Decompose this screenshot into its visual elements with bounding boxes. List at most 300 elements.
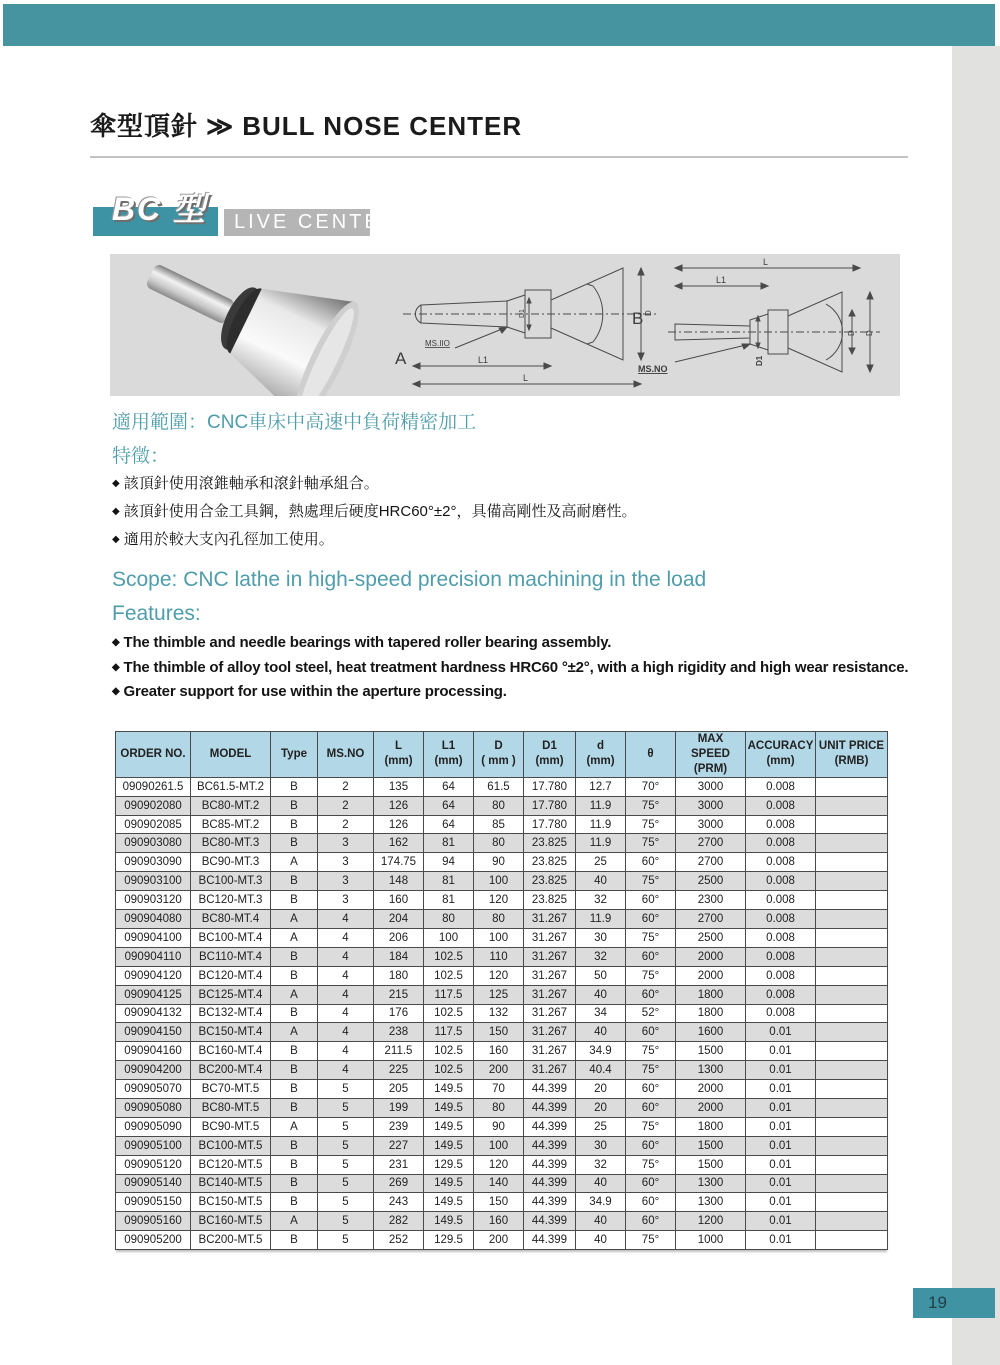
table-row <box>116 1155 888 1174</box>
table-cell: 32 <box>576 891 626 910</box>
table-cell: 110 <box>474 947 524 966</box>
drawing-b-label: B <box>632 309 644 328</box>
table-cell <box>816 1231 888 1250</box>
table-cell: 120 <box>474 1155 524 1174</box>
table-cell: 60° <box>626 1212 676 1231</box>
table-cell: 0.01 <box>746 1231 816 1250</box>
table-cell: 0.008 <box>746 1004 816 1023</box>
table-cell: 34.9 <box>576 1193 626 1212</box>
scope-heading-zh: 適用範圍：CNC車床中高速中負荷精密加工 <box>112 412 477 433</box>
table-cell: 090905160 <box>116 1212 191 1231</box>
table-cell: 44.399 <box>524 1080 576 1099</box>
table-cell: 238 <box>374 1023 424 1042</box>
table-cell: 200 <box>474 1231 524 1250</box>
table-cell: 2300 <box>676 891 746 910</box>
table-cell: 11.9 <box>576 834 626 853</box>
table-cell: 090903080 <box>116 834 191 853</box>
table-cell: 32 <box>576 1155 626 1174</box>
table-cell: 090903100 <box>116 872 191 891</box>
table-cell: 2700 <box>676 910 746 929</box>
table-cell: 44.399 <box>524 1136 576 1155</box>
table-cell: 126 <box>374 796 424 815</box>
table-cell: 5 <box>318 1155 374 1174</box>
table-cell: 090905090 <box>116 1117 191 1136</box>
table-cell: B <box>271 966 318 985</box>
table-cell: 25 <box>576 853 626 872</box>
table-cell: 0.01 <box>746 1042 816 1061</box>
table-cell: 0.008 <box>746 815 816 834</box>
table-cell: 3000 <box>676 815 746 834</box>
table-cell: 102.5 <box>424 1004 474 1023</box>
page-number: 19 <box>928 1293 947 1312</box>
table-cell: A <box>271 1212 318 1231</box>
table-cell: 120 <box>474 891 524 910</box>
dim-l-label-a: L <box>523 373 529 383</box>
table-cell: 4 <box>318 1023 374 1042</box>
table-cell: 090904125 <box>116 985 191 1004</box>
table-cell: 60° <box>626 947 676 966</box>
table-cell: 0.008 <box>746 777 816 796</box>
table-cell: 1300 <box>676 1061 746 1080</box>
table-cell: 31.267 <box>524 1042 576 1061</box>
table-cell: 3 <box>318 891 374 910</box>
table-cell: 090904120 <box>116 966 191 985</box>
dim-d-label-a: D <box>644 310 653 316</box>
table-cell: 149.5 <box>424 1136 474 1155</box>
feature-text: 該頂針使用合金工具鋼，熱處理后硬度HRC60°±2°，具備高剛性及高耐磨性。 <box>123 503 637 520</box>
column-header: d (mm) <box>576 732 626 778</box>
table-cell: BC80-MT.5 <box>191 1098 271 1117</box>
table-cell: 2000 <box>676 966 746 985</box>
table-cell: 090904100 <box>116 928 191 947</box>
table-cell <box>816 1098 888 1117</box>
table-cell: 60° <box>626 910 676 929</box>
table-cell: B <box>271 1061 318 1080</box>
table-cell: 4 <box>318 910 374 929</box>
table-row <box>116 872 888 891</box>
table-cell: 2000 <box>676 1080 746 1099</box>
table-cell: 0.008 <box>746 947 816 966</box>
table-cell: BC160-MT.4 <box>191 1042 271 1061</box>
table-cell: A <box>271 910 318 929</box>
column-header: D ( mm ) <box>474 732 524 778</box>
table-cell: 81 <box>424 834 474 853</box>
table-cell: 0.008 <box>746 966 816 985</box>
table-cell: 135 <box>374 777 424 796</box>
table-row <box>116 1042 888 1061</box>
table-cell: BC120-MT.3 <box>191 891 271 910</box>
table-cell: BC120-MT.4 <box>191 966 271 985</box>
table-cell: BC85-MT.2 <box>191 815 271 834</box>
table-cell: 32 <box>576 947 626 966</box>
column-header: D1 (mm) <box>524 732 576 778</box>
table-cell: 4 <box>318 985 374 1004</box>
table-row <box>116 1004 888 1023</box>
table-cell: 090905070 <box>116 1080 191 1099</box>
table-row <box>116 1174 888 1193</box>
table-cell: 160 <box>474 1212 524 1231</box>
title-divider <box>90 156 908 158</box>
table-row <box>116 891 888 910</box>
table-cell: 205 <box>374 1080 424 1099</box>
table-cell: 090902080 <box>116 796 191 815</box>
table-cell: 149.5 <box>424 1174 474 1193</box>
page-title-zh: 傘型頂針 <box>90 111 199 141</box>
table-cell: 4 <box>318 1042 374 1061</box>
table-cell: BC90-MT.3 <box>191 853 271 872</box>
bullet-icon: ◆ <box>112 534 120 545</box>
table-cell: 2500 <box>676 872 746 891</box>
table-cell <box>816 947 888 966</box>
feature-item <box>112 526 636 554</box>
table-cell: 211.5 <box>374 1042 424 1061</box>
table-cell: 90 <box>474 1117 524 1136</box>
table-cell: 100 <box>474 928 524 947</box>
table-cell: 090903090 <box>116 853 191 872</box>
table-cell: 40 <box>576 1231 626 1250</box>
title-separator: ≫ <box>206 111 235 141</box>
table-cell: 3000 <box>676 777 746 796</box>
right-margin-strip <box>952 46 1000 1365</box>
table-cell: B <box>271 796 318 815</box>
table-cell: 149.5 <box>424 1098 474 1117</box>
table-cell: 80 <box>424 910 474 929</box>
table-row <box>116 1061 888 1080</box>
table-cell: 60° <box>626 1023 676 1042</box>
top-accent-bar <box>3 4 995 46</box>
table-cell: 1600 <box>676 1023 746 1042</box>
table-cell: 090904150 <box>116 1023 191 1042</box>
table-cell: BC80-MT.4 <box>191 910 271 929</box>
table-cell: 150 <box>474 1193 524 1212</box>
table-cell: 5 <box>318 1231 374 1250</box>
table-cell <box>816 928 888 947</box>
table-cell: 3000 <box>676 796 746 815</box>
dim-l1-label-b: L1 <box>716 275 727 285</box>
table-row <box>116 1098 888 1117</box>
feature-item <box>112 498 636 526</box>
table-cell: BC90-MT.5 <box>191 1117 271 1136</box>
table-cell: 0.008 <box>746 796 816 815</box>
table-cell: 60° <box>626 853 676 872</box>
table-cell: B <box>271 872 318 891</box>
table-cell <box>816 777 888 796</box>
table-cell: 102.5 <box>424 1061 474 1080</box>
table-cell: 0.008 <box>746 853 816 872</box>
table-cell: 132 <box>474 1004 524 1023</box>
table-cell: 5 <box>318 1117 374 1136</box>
table-cell: BC70-MT.5 <box>191 1080 271 1099</box>
table-cell: 2 <box>318 815 374 834</box>
column-header: L (mm) <box>374 732 424 778</box>
table-cell: 269 <box>374 1174 424 1193</box>
table-cell: 0.008 <box>746 910 816 929</box>
table-cell: 180 <box>374 966 424 985</box>
table-cell: 34.9 <box>576 1042 626 1061</box>
table-cell: BC100-MT.4 <box>191 928 271 947</box>
column-header: L1 (mm) <box>424 732 474 778</box>
table-cell: 40 <box>576 1212 626 1231</box>
table-cell: 75° <box>626 834 676 853</box>
page-title-en: BULL NOSE CENTER <box>242 111 523 141</box>
column-header: ORDER NO. <box>116 732 191 778</box>
column-header: ACCURACY (mm) <box>746 732 816 778</box>
table-cell: B <box>271 815 318 834</box>
table-cell <box>816 853 888 872</box>
live-center-badge: LIVE CENTER <box>224 209 370 236</box>
table-cell: 2 <box>318 777 374 796</box>
table-cell: B <box>271 947 318 966</box>
table-cell: 174.75 <box>374 853 424 872</box>
table-cell: A <box>271 853 318 872</box>
table-cell: 25 <box>576 1117 626 1136</box>
table-cell: 149.5 <box>424 1193 474 1212</box>
dim-l-label-b: L <box>763 257 769 267</box>
table-cell: 70 <box>474 1080 524 1099</box>
table-cell: 160 <box>374 891 424 910</box>
table-cell: 75° <box>626 1117 676 1136</box>
table-cell: 44.399 <box>524 1212 576 1231</box>
table-cell: 40 <box>576 872 626 891</box>
table-cell: 40 <box>576 1174 626 1193</box>
table-cell: B <box>271 1098 318 1117</box>
table-cell: A <box>271 1023 318 1042</box>
table-cell <box>816 1193 888 1212</box>
table-row <box>116 796 888 815</box>
table-cell: 102.5 <box>424 947 474 966</box>
table-cell: 0.008 <box>746 985 816 1004</box>
table-cell: 31.267 <box>524 1004 576 1023</box>
table-cell: 60° <box>626 1174 676 1193</box>
table-cell: 81 <box>424 872 474 891</box>
table-cell: B <box>271 1174 318 1193</box>
table-cell: 0.008 <box>746 928 816 947</box>
drawing-b-note: MS.NO <box>638 364 668 374</box>
table-cell: 0.01 <box>746 1023 816 1042</box>
table-cell: 09090261.5 <box>116 777 191 796</box>
table-cell: 239 <box>374 1117 424 1136</box>
feature-text: The thimble of alloy tool steel, heat treatment hardness HRC60 °±2°, with a high rigidity and high wear resistance. <box>123 658 909 676</box>
feature-text: Greater support for use within the aperture processing. <box>123 683 507 700</box>
product-photo <box>120 254 385 396</box>
table-cell: 80 <box>474 834 524 853</box>
table-cell: 160 <box>474 1042 524 1061</box>
table-cell: 44.399 <box>524 1155 576 1174</box>
table-cell: 090905100 <box>116 1136 191 1155</box>
table-cell: 1200 <box>676 1212 746 1231</box>
table-cell: BC200-MT.4 <box>191 1061 271 1080</box>
dim-d1-label-b: D1 <box>755 355 764 366</box>
table-cell: 090904200 <box>116 1061 191 1080</box>
table-cell: BC160-MT.5 <box>191 1212 271 1231</box>
table-cell: 282 <box>374 1212 424 1231</box>
table-row <box>116 910 888 929</box>
feature-text: 該頂針使用滾錐軸承和滾針軸承組合。 <box>123 475 379 492</box>
table-cell <box>816 796 888 815</box>
table-cell: 1000 <box>676 1231 746 1250</box>
table-cell: BC80-MT.2 <box>191 796 271 815</box>
table-cell: 11.9 <box>576 910 626 929</box>
column-header: MS.NO <box>318 732 374 778</box>
table-cell: 2 <box>318 796 374 815</box>
table-cell <box>816 966 888 985</box>
table-cell: B <box>271 1155 318 1174</box>
table-cell <box>816 1080 888 1099</box>
table-cell: 1800 <box>676 1004 746 1023</box>
table-cell: 100 <box>424 928 474 947</box>
table-cell: 225 <box>374 1061 424 1080</box>
table-cell: BC132-MT.4 <box>191 1004 271 1023</box>
table-cell: 31.267 <box>524 1023 576 1042</box>
table-cell: 150 <box>474 1023 524 1042</box>
table-row <box>116 928 888 947</box>
table-cell: 227 <box>374 1136 424 1155</box>
table-cell: 75° <box>626 928 676 947</box>
table-cell: A <box>271 928 318 947</box>
table-cell: 60° <box>626 985 676 1004</box>
table-cell: 129.5 <box>424 1231 474 1250</box>
table-cell: 2700 <box>676 834 746 853</box>
table-cell: 0.008 <box>746 834 816 853</box>
table-cell: 149.5 <box>424 1212 474 1231</box>
features-list-en <box>112 631 908 705</box>
table-cell: 23.825 <box>524 853 576 872</box>
table-cell: 2700 <box>676 853 746 872</box>
table-row <box>116 777 888 796</box>
technical-drawing-b <box>630 254 895 396</box>
table-row <box>116 985 888 1004</box>
table-cell: 090904080 <box>116 910 191 929</box>
table-cell: 090904160 <box>116 1042 191 1061</box>
table-cell: BC150-MT.4 <box>191 1023 271 1042</box>
table-cell: 243 <box>374 1193 424 1212</box>
table-cell: 2500 <box>676 928 746 947</box>
table-row <box>116 1080 888 1099</box>
table-cell: 204 <box>374 910 424 929</box>
table-cell: 60° <box>626 1193 676 1212</box>
table-cell: 102.5 <box>424 1042 474 1061</box>
table-row <box>116 1231 888 1250</box>
table-cell: 0.01 <box>746 1174 816 1193</box>
table-cell: 176 <box>374 1004 424 1023</box>
feature-item <box>112 656 908 681</box>
table-cell: 40 <box>576 985 626 1004</box>
table-cell: A <box>271 1117 318 1136</box>
table-cell <box>816 891 888 910</box>
table-cell <box>816 1023 888 1042</box>
table-cell: 5 <box>318 1174 374 1193</box>
table-cell <box>816 985 888 1004</box>
table-cell: 60° <box>626 1136 676 1155</box>
features-heading-zh: 特徵： <box>112 446 170 467</box>
drawing-a-note: MS.IIO <box>425 339 450 348</box>
table-cell: 64 <box>424 815 474 834</box>
table-cell: 31.267 <box>524 928 576 947</box>
table-cell: 184 <box>374 947 424 966</box>
table-cell: 2000 <box>676 947 746 966</box>
table-cell: A <box>271 985 318 1004</box>
page-number-badge <box>913 1288 995 1318</box>
table-cell: BC120-MT.5 <box>191 1155 271 1174</box>
table-cell: 090905080 <box>116 1098 191 1117</box>
dim-d-outer-label-b: D <box>865 330 874 336</box>
table-cell: 75° <box>626 796 676 815</box>
table-cell: 4 <box>318 1061 374 1080</box>
table-row <box>116 1212 888 1231</box>
table-cell: 70° <box>626 777 676 796</box>
table-cell: 117.5 <box>424 985 474 1004</box>
table-cell: 64 <box>424 777 474 796</box>
column-header: MODEL <box>191 732 271 778</box>
table-cell: 31.267 <box>524 966 576 985</box>
table-cell: 94 <box>424 853 474 872</box>
table-cell: 0.01 <box>746 1193 816 1212</box>
table-cell: 31.267 <box>524 947 576 966</box>
spec-table <box>115 731 888 1250</box>
table-cell: 23.825 <box>524 872 576 891</box>
table-cell: 231 <box>374 1155 424 1174</box>
dim-d-inner-label-b: D <box>847 330 856 336</box>
table-cell: 17.780 <box>524 796 576 815</box>
table-cell: 090904132 <box>116 1004 191 1023</box>
table-row <box>116 853 888 872</box>
table-cell: 090905120 <box>116 1155 191 1174</box>
table-cell: 4 <box>318 947 374 966</box>
table-cell: BC61.5-MT.2 <box>191 777 271 796</box>
bullet-icon: ◆ <box>112 686 120 697</box>
table-cell: 31.267 <box>524 985 576 1004</box>
table-cell: B <box>271 1080 318 1099</box>
table-cell: 4 <box>318 966 374 985</box>
table-cell: 162 <box>374 834 424 853</box>
table-cell: 0.008 <box>746 872 816 891</box>
table-cell: BC150-MT.5 <box>191 1193 271 1212</box>
table-cell <box>816 1117 888 1136</box>
table-row <box>116 1117 888 1136</box>
bullet-icon: ◆ <box>112 637 120 648</box>
table-cell: BC110-MT.4 <box>191 947 271 966</box>
table-cell: 090904110 <box>116 947 191 966</box>
table-row <box>116 1136 888 1155</box>
feature-text: 適用於較大支內孔徑加工使用。 <box>123 531 334 548</box>
table-cell: 31.267 <box>524 1061 576 1080</box>
table-cell <box>816 1042 888 1061</box>
table-cell: 5 <box>318 1212 374 1231</box>
table-row <box>116 966 888 985</box>
table-cell: 2000 <box>676 1098 746 1117</box>
table-cell <box>816 1136 888 1155</box>
table-cell: B <box>271 1231 318 1250</box>
table-cell: 5 <box>318 1136 374 1155</box>
table-cell: 17.780 <box>524 815 576 834</box>
table-cell: B <box>271 1042 318 1061</box>
features-list-zh <box>112 470 636 554</box>
table-cell: 149.5 <box>424 1080 474 1099</box>
table-cell: 0.01 <box>746 1080 816 1099</box>
table-cell: 1300 <box>676 1193 746 1212</box>
table-cell: 090902085 <box>116 815 191 834</box>
table-cell: 100 <box>474 872 524 891</box>
table-cell: B <box>271 1004 318 1023</box>
spec-table-container <box>115 731 888 1250</box>
table-cell: 85 <box>474 815 524 834</box>
table-cell <box>816 1061 888 1080</box>
bullet-icon: ◆ <box>112 661 120 673</box>
table-cell: 3 <box>318 834 374 853</box>
table-cell <box>816 1004 888 1023</box>
feature-item <box>112 680 908 705</box>
table-cell <box>816 1174 888 1193</box>
